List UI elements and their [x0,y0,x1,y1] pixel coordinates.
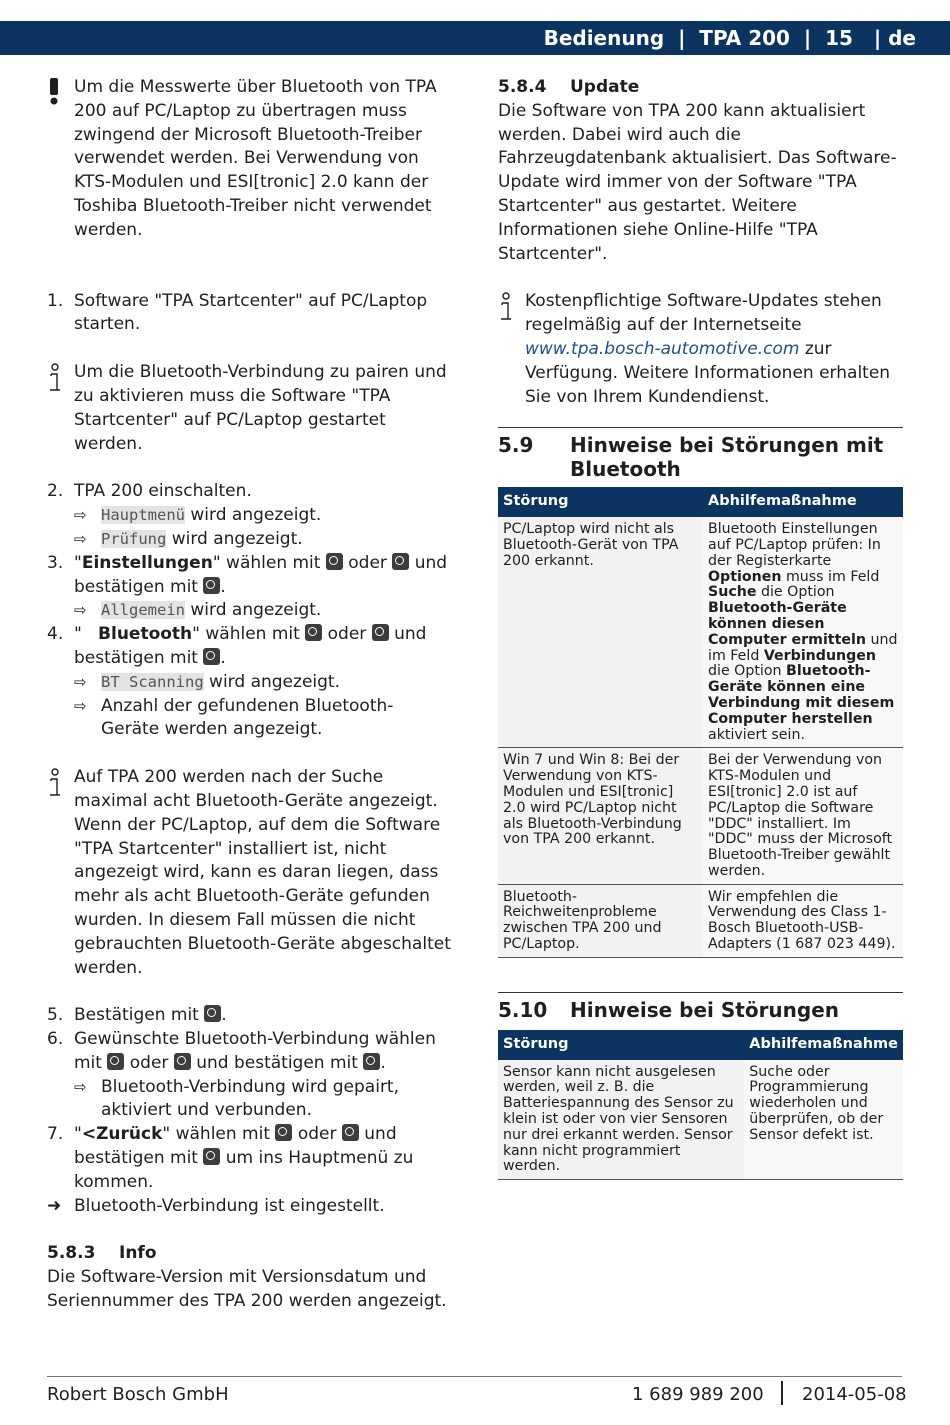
step-5 [47,1004,452,1028]
text: die Option [708,663,787,680]
enter-key-icon [203,648,220,665]
step-3-result-1 [74,599,452,623]
text: und im Feld [708,631,898,664]
table-header-row [498,1030,903,1060]
enter-key-icon [203,577,220,594]
text: und bestätigen mit [74,624,427,668]
text: aktiviert sein. [708,726,805,743]
step-text [74,1004,452,1028]
text: oder [342,552,393,573]
enter-key-icon [204,1005,221,1022]
step-7 [47,1123,452,1194]
section-title: Info [119,1243,157,1264]
text: oder [124,1052,174,1073]
table-cell: Win 7 und Win 8: Bei der Verwendung von KTS-Modulen und ESI[tronic] 2.0 wird PC/Laptop nicht als Bluetooth-Verbindung von TPA 200 erkannt. [498,748,703,884]
quote: " [74,552,82,573]
warning-note [47,76,452,243]
text: Bestätigen mit [74,1005,205,1026]
step-4 [47,623,452,742]
menu-item-name: Bluetooth [98,624,193,645]
step-2-result-2 [74,528,452,552]
text: muss im Feld [781,568,880,585]
table-cell: Bluetooth-Reichweitenprobleme zwischen TPA 200 und PC/Laptop. [498,884,703,957]
result-text: wird angezeigt. [166,528,303,549]
table-cell: Suche oder Programmierung wiederholen und überprüfen, ob der Sensor defekt ist. [744,1060,903,1180]
arrow-right-icon: ⇨ [74,1077,87,1096]
step-number: 7. [47,1124,64,1145]
down-key-icon [392,553,409,570]
result-text: Bluetooth-Verbindung ist eingestellt. [74,1195,385,1216]
text: und bestätigen mit [190,1052,364,1073]
screen-name: Allgemein [101,601,185,620]
text: " wählen mit [212,552,326,573]
text: " wählen mit [162,1124,276,1145]
section-number: 5.10 [498,997,548,1022]
step-1 [47,290,452,338]
step-text [74,1028,452,1076]
info-icon [47,768,65,798]
exclamation-icon [47,78,65,108]
step-text: Software "TPA Startcenter" auf PC/Laptop starten. [74,290,428,335]
arrow-right-icon: ⇨ [74,506,87,525]
general-troubleshooting-table [498,1030,903,1180]
down-key-icon [342,1124,359,1141]
text: . [220,647,226,668]
step-2 [47,480,452,551]
table-row [498,517,903,748]
down-key-icon [372,624,389,641]
up-key-icon [305,624,322,641]
text: . [380,1052,386,1073]
enter-key-icon [363,1053,380,1070]
step-text [74,1123,452,1194]
table-header-row [498,487,903,517]
footer-company: Robert Bosch GmbH [47,1384,229,1405]
table-row [498,748,903,884]
ui-label: Verbindungen [763,647,877,664]
website-link[interactable]: www.tpa.bosch-automotive.com [525,338,800,359]
warning-text: Um die Messwerte über Bluetooth von TPA 200 auf PC/Laptop zu übertragen muss zwingend der Microsoft Bluetooth-Treiber verwendet werden. Bei Verwendung von KTS-Modulen und ESI[tronic] 2.0 kann der Toshiba Bluetooth-Treiber nicht verwendet werden. [74,77,437,240]
step-number: 2. [47,481,64,502]
table-cell [703,517,903,748]
text: oder [292,1124,342,1145]
section-heading-info [47,1242,452,1266]
info-note-1 [47,361,452,456]
arrow-right-icon: ⇨ [74,601,87,620]
bluetooth-troubleshooting-table [498,487,903,958]
step-text [74,623,452,671]
table-row [498,1060,903,1180]
text: . [220,576,226,597]
final-result [47,1195,452,1219]
step-3 [47,552,452,623]
text: um ins Hauptmenü zu kommen. [74,1148,414,1192]
info-note-2 [47,766,452,980]
info-icon [498,292,516,322]
ui-label: Bluetooth-Geräte können eine Verbindung mit diesem Computer herstellen [708,663,895,727]
right-column [498,76,903,1180]
ui-label: Optionen [708,568,782,585]
section-title: Hinweise bei Störungen mit Bluetooth [570,433,884,482]
update-paragraph: Die Software von TPA 200 kann aktualisiert werden. Dabei wird auch die Fahrzeugdatenbank aktualisiert. Das Software-Update wird immer von der Software "TPA Startcenter" aus gestartet. Weitere Informationen siehe Online-Hilfe "TPA Startcenter". [498,100,897,264]
page-header: Bedienung | TPA 200 | 15 | de [0,21,950,55]
menu-item-name: Einstellungen [81,552,213,573]
step-number: 5. [47,1005,64,1026]
text: Kostenpflichtige Software-Updates stehen regelmäßig auf der Internetseite [525,291,882,336]
section-title: Hinweise bei Störungen [570,997,840,1022]
step-2-result-1 [74,504,452,528]
update-note-text [525,290,903,409]
step-6 [47,1028,452,1123]
ui-label: Bluetooth-Geräte können diesen Computer ermitteln [708,600,866,648]
arrow-right-icon: ⇨ [74,529,87,548]
table-cell: Bei der Verwendung von KTS-Modulen und ESI[tronic] 2.0 ist auf PC/Laptop die Software "DDC" installiert. Im "DDC" muss der Microsoft Bluetooth-Treiber gewählt werden. [703,748,903,884]
text: " wählen mit [192,624,306,645]
section-number: 5.8.4 [498,77,547,97]
info-text: Um die Bluetooth-Verbindung zu pairen und zu aktivieren muss die Software "TPA Startcenter" auf PC/Laptop gestartet werden. [74,362,447,454]
section-heading-5-10 [498,992,903,1022]
arrow-right-icon: ⇨ [74,696,87,715]
column-header: Störung [498,1030,744,1060]
step-number: 1. [47,290,64,311]
text: Gewünschte Bluetooth-Verbindung wählen mit [74,1029,436,1073]
footer-separator [781,1381,783,1405]
result-text: Bluetooth-Verbindung wird gepairt, aktiviert und verbunden. [101,1076,399,1121]
column-header: Störung [498,487,703,517]
table-cell: PC/Laptop wird nicht als Bluetooth-Gerät von TPA 200 erkannt. [498,517,703,748]
screen-name: Prüfung [101,529,167,548]
screen-name: Hauptmenü [101,506,185,525]
result-text: Anzahl der gefundenen Bluetooth-Geräte werden angezeigt. [101,695,394,740]
table-cell: Sensor kann nicht ausgelesen werden, weil z. B. die Batteriespannung des Sensor zu klein ist oder von vier Sensoren nur drei erkannt werden. Sensor kann nicht programmiert werden. [498,1060,744,1180]
up-key-icon [326,553,343,570]
column-header: Abhilfemaßnahme [744,1030,903,1060]
footer-divider [47,1376,902,1377]
arrow-right-icon: ⇨ [74,672,87,691]
step-text: TPA 200 einschalten. [74,481,252,502]
column-header: Abhilfemaßnahme [703,487,903,517]
footer-document-number: 1 689 989 200 [632,1384,764,1405]
footer-date: 2014-05-08 [802,1384,907,1405]
down-key-icon [174,1053,191,1070]
result-text: wird angezeigt. [185,505,322,526]
table-row [498,884,903,957]
section-heading-5-9 [498,427,903,481]
enter-key-icon [203,1148,220,1165]
text: oder [322,624,372,645]
quote: " [74,624,99,645]
text: und bestätigen mit [74,1124,397,1169]
screen-name: BT Scanning [101,672,204,691]
section-heading-update [498,76,903,100]
section-number: 5.9 [498,433,534,458]
step-4-result-1 [74,671,452,695]
info-text: Auf TPA 200 werden nach der Suche maximal acht Bluetooth-Geräte angezeigt. Wenn der PC/Laptop, auf dem die Software "TPA Startcenter" installiert ist, nicht angezeigt wird, kann es daran liegen, dass mehr als acht Bluetooth-Geräte gefunden wurden. In diesem Fall müssen die nicht gebrauchten Bluetooth-Geräte abgeschaltet werden. [74,767,451,978]
text: . [221,1005,227,1026]
arrow-right-bold-icon: ➜ [47,1195,62,1216]
result-text: wird angezeigt. [203,671,340,692]
text: die Option [756,584,835,601]
section-number: 5.8.3 [47,1243,96,1264]
menu-item-name: <Zurück [81,1124,163,1145]
up-key-icon [107,1053,124,1070]
info-icon [47,363,65,393]
up-key-icon [275,1124,292,1141]
step-text [74,552,452,600]
section-title: Update [570,77,640,97]
step-number: 3. [47,552,64,573]
table-cell: Wir empfehlen die Verwendung des Class 1-Bosch Bluetooth-USB-Adapters (1 687 023 449). [703,884,903,957]
step-4-result-2 [74,695,452,743]
update-note [498,290,903,409]
info-paragraph: Die Software-Version mit Versionsdatum und Seriennummer des TPA 200 werden angezeigt. [47,1267,447,1312]
step-number: 4. [47,624,64,645]
step-number: 6. [47,1029,64,1050]
left-column [47,76,452,1314]
quote: " [74,1124,82,1145]
text: zur Verfügung. Weitere Informationen erhalten Sie von Ihrem Kundendienst. [525,338,891,407]
result-text: wird angezeigt. [185,600,322,621]
text: und bestätigen mit [74,552,448,597]
ui-label: Suche [708,584,757,601]
step-6-result-1 [74,1076,452,1124]
text: Bluetooth Einstellungen auf PC/Laptop prüfen: In der Registerkarte [708,521,881,569]
